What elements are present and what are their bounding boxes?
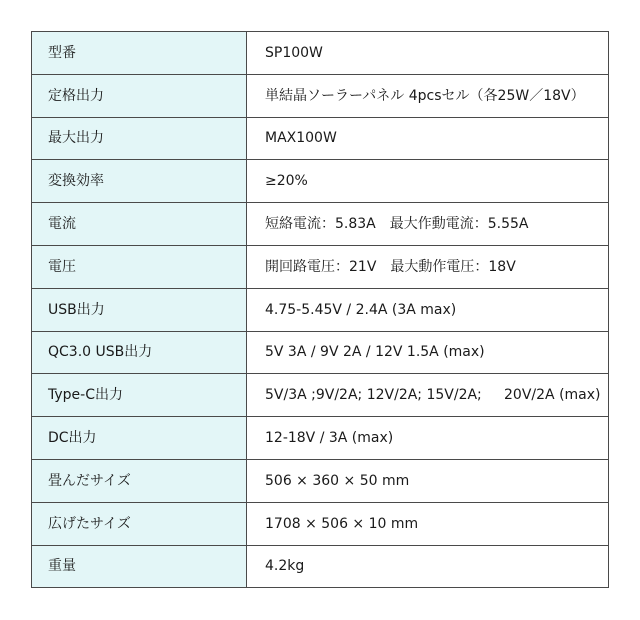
spec-value: 開回路電圧：21V 最大動作電圧：18V [247,245,609,288]
spec-row-model [32,32,609,75]
spec-row-qc-usb-output [32,331,609,374]
spec-label: 定格出力 [32,74,247,117]
spec-label: 電圧 [32,245,247,288]
spec-label: 最大出力 [32,117,247,160]
spec-row-typec-output [32,374,609,417]
spec-value: 単結晶ソーラーパネル 4pcsセル（各25W／18V） [247,74,609,117]
spec-row-voltage [32,245,609,288]
spec-value: 12-18V / 3A (max) [247,417,609,460]
spec-row-usb-output [32,288,609,331]
spec-label: 電流 [32,203,247,246]
spec-label: DC出力 [32,417,247,460]
spec-value: 4.2kg [247,545,609,588]
spec-row-rated-output [32,74,609,117]
spec-row-max-output [32,117,609,160]
spec-value: SP100W [247,32,609,75]
spec-label: 広げたサイズ [32,502,247,545]
spec-label: 畳んだサイズ [32,459,247,502]
spec-row-dc-output [32,417,609,460]
spec-value: 4.75-5.45V / 2.4A (3A max) [247,288,609,331]
spec-value: ≥20% [247,160,609,203]
spec-value: MAX100W [247,117,609,160]
spec-label: QC3.0 USB出力 [32,331,247,374]
spec-row-weight [32,545,609,588]
spec-value: 1708 × 506 × 10 mm [247,502,609,545]
spec-label: Type-C出力 [32,374,247,417]
spec-row-folded-size [32,459,609,502]
spec-row-unfolded-size [32,502,609,545]
spec-value: 5V/3A ;9V/2A; 12V/2A; 15V/2A; 20V/2A (max) [247,374,609,417]
spec-label: USB出力 [32,288,247,331]
spec-row-current [32,203,609,246]
spec-table [31,31,609,588]
spec-label: 重量 [32,545,247,588]
spec-value: 506 × 360 × 50 mm [247,459,609,502]
spec-label: 変換効率 [32,160,247,203]
spec-label: 型番 [32,32,247,75]
spec-row-efficiency [32,160,609,203]
spec-value: 短絡電流：5.83A 最大作動電流：5.55A [247,203,609,246]
spec-value: 5V 3A / 9V 2A / 12V 1.5A (max) [247,331,609,374]
